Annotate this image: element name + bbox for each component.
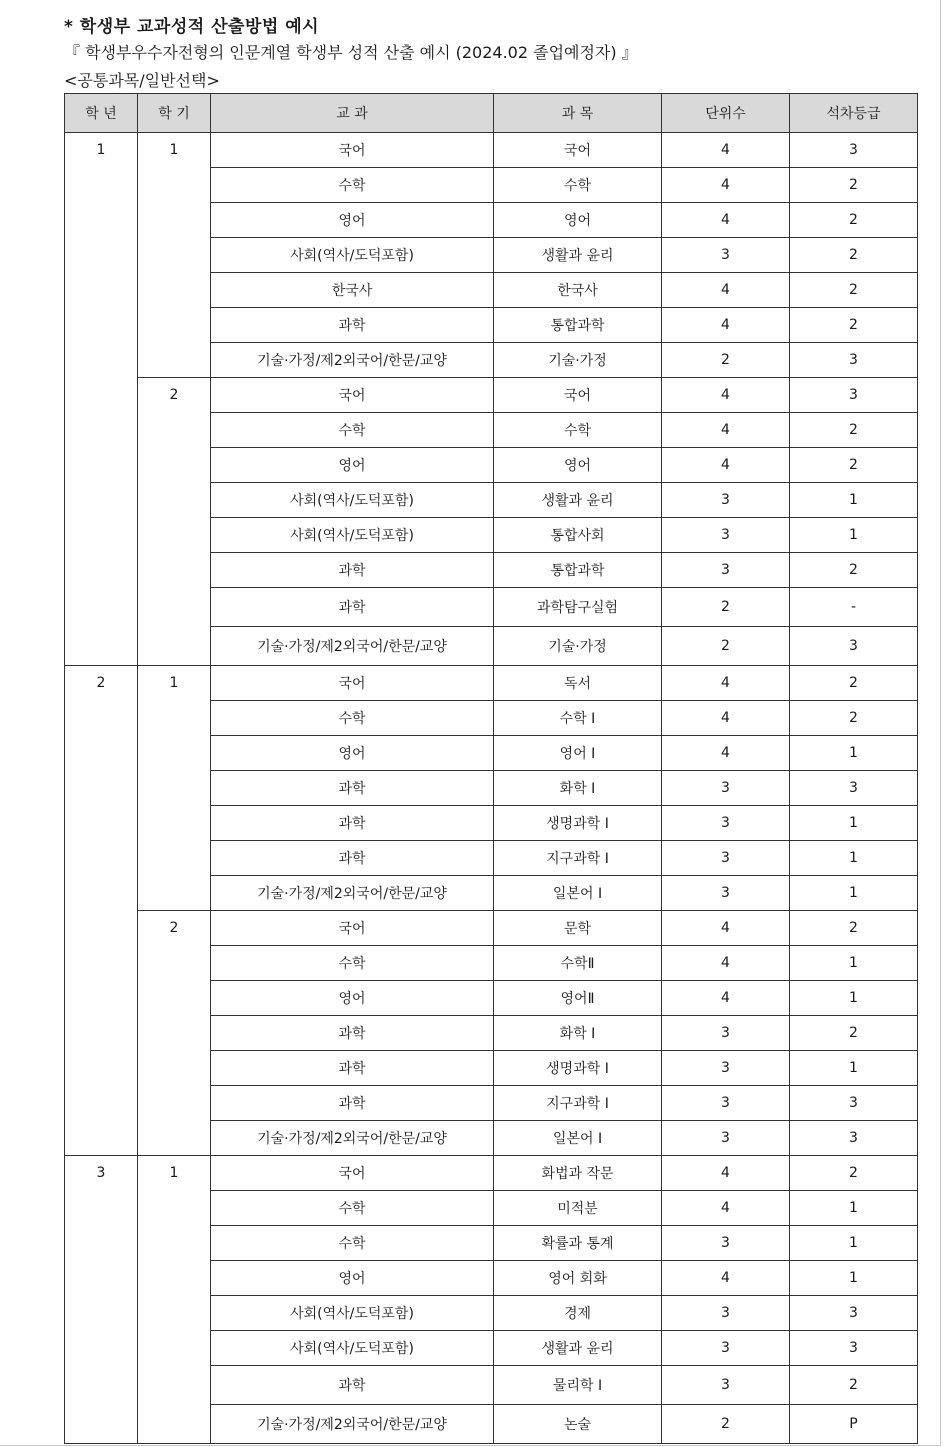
area-cell: 영어	[211, 203, 494, 238]
subject-cell: 영어	[494, 448, 662, 483]
table-row	[65, 1156, 918, 1191]
area-cell: 기술·가정/제2외국어/한문/교양	[211, 343, 494, 378]
units-cell: 2	[662, 1405, 790, 1444]
grade-cell: 1	[790, 518, 918, 553]
grade-cell: 1	[790, 483, 918, 518]
units-cell: 3	[662, 1296, 790, 1331]
subject-cell: 경제	[494, 1296, 662, 1331]
area-cell: 과학	[211, 588, 494, 627]
area-cell: 사회(역사/도덕포함)	[211, 1331, 494, 1366]
area-cell: 사회(역사/도덕포함)	[211, 1296, 494, 1331]
area-cell: 사회(역사/도덕포함)	[211, 518, 494, 553]
subject-cell: 한국사	[494, 273, 662, 308]
units-cell: 3	[662, 1366, 790, 1405]
units-cell: 3	[662, 876, 790, 911]
grade-cell: 2	[790, 1156, 918, 1191]
header-units: 단위수	[662, 94, 790, 133]
units-cell: 4	[662, 448, 790, 483]
area-cell: 사회(역사/도덕포함)	[211, 238, 494, 273]
area-cell: 영어	[211, 981, 494, 1016]
units-cell: 4	[662, 413, 790, 448]
area-cell: 과학	[211, 771, 494, 806]
grade-cell: 3	[790, 378, 918, 413]
subject-cell: 통합사회	[494, 518, 662, 553]
subject-cell: 미적분	[494, 1191, 662, 1226]
units-cell: 4	[662, 1191, 790, 1226]
units-cell: 4	[662, 308, 790, 343]
subject-cell: 영어 회화	[494, 1261, 662, 1296]
units-cell: 3	[662, 483, 790, 518]
semester-cell: 1	[138, 133, 211, 378]
grade-cell: P	[790, 1405, 918, 1444]
year-cell: 1	[65, 133, 138, 666]
area-cell: 수학	[211, 1226, 494, 1261]
grade-cell: 2	[790, 666, 918, 701]
grade-cell: 2	[790, 413, 918, 448]
subject-cell: 국어	[494, 133, 662, 168]
subject-cell: 지구과학 I	[494, 1086, 662, 1121]
grades-table	[64, 93, 918, 1444]
area-cell: 과학	[211, 1051, 494, 1086]
units-cell: 3	[662, 1226, 790, 1261]
units-cell: 3	[662, 1016, 790, 1051]
subject-cell: 수학 I	[494, 701, 662, 736]
header-row	[65, 94, 918, 133]
units-cell: 4	[662, 1261, 790, 1296]
grade-cell: 3	[790, 627, 918, 666]
page-subtitle: 『 학생부우수자전형의 인문계열 학생부 성적 산출 예시 (2024.02 졸업예정자) 』	[64, 43, 638, 62]
units-cell: 3	[662, 1086, 790, 1121]
units-cell: 3	[662, 841, 790, 876]
grade-cell: 2	[790, 273, 918, 308]
subject-cell: 생명과학 I	[494, 806, 662, 841]
subject-cell: 문학	[494, 911, 662, 946]
subject-cell: 생활과 윤리	[494, 483, 662, 518]
subject-cell: 지구과학 I	[494, 841, 662, 876]
units-cell: 4	[662, 736, 790, 771]
units-cell: 3	[662, 806, 790, 841]
subject-cell: 일본어 I	[494, 876, 662, 911]
units-cell: 4	[662, 981, 790, 1016]
units-cell: 2	[662, 588, 790, 627]
grade-cell: 3	[790, 133, 918, 168]
grade-cell: 2	[790, 448, 918, 483]
units-cell: 4	[662, 1156, 790, 1191]
area-cell: 과학	[211, 1016, 494, 1051]
units-cell: 3	[662, 553, 790, 588]
grade-cell: 1	[790, 981, 918, 1016]
grade-cell: 3	[790, 1331, 918, 1366]
units-cell: 3	[662, 1121, 790, 1156]
units-cell: 4	[662, 666, 790, 701]
area-cell: 기술·가정/제2외국어/한문/교양	[211, 627, 494, 666]
semester-cell: 2	[138, 911, 211, 1156]
subject-cell: 수학Ⅱ	[494, 946, 662, 981]
units-cell: 4	[662, 168, 790, 203]
units-cell: 4	[662, 701, 790, 736]
area-cell: 영어	[211, 736, 494, 771]
grade-cell: -	[790, 588, 918, 627]
area-cell: 수학	[211, 413, 494, 448]
area-cell: 국어	[211, 378, 494, 413]
area-cell: 수학	[211, 1191, 494, 1226]
subject-cell: 영어Ⅱ	[494, 981, 662, 1016]
section-label: <공통과목/일반선택>	[64, 71, 220, 90]
units-cell: 3	[662, 771, 790, 806]
subject-cell: 수학	[494, 168, 662, 203]
subject-cell: 논술	[494, 1405, 662, 1444]
area-cell: 영어	[211, 1261, 494, 1296]
grade-cell: 2	[790, 1016, 918, 1051]
semester-cell: 2	[138, 378, 211, 666]
area-cell: 기술·가정/제2외국어/한문/교양	[211, 876, 494, 911]
header-subject: 과 목	[494, 94, 662, 133]
header-semester: 학 기	[138, 94, 211, 133]
grade-cell: 2	[790, 238, 918, 273]
grades-body	[65, 133, 918, 1444]
area-cell: 과학	[211, 308, 494, 343]
subject-cell: 국어	[494, 378, 662, 413]
subject-cell: 일본어 I	[494, 1121, 662, 1156]
subject-cell: 통합과학	[494, 308, 662, 343]
area-cell: 국어	[211, 1156, 494, 1191]
year-cell: 3	[65, 1156, 138, 1444]
grade-cell: 3	[790, 771, 918, 806]
area-cell: 국어	[211, 133, 494, 168]
grade-cell: 2	[790, 911, 918, 946]
units-cell: 4	[662, 378, 790, 413]
table-row	[65, 911, 918, 946]
area-cell: 사회(역사/도덕포함)	[211, 483, 494, 518]
subject-cell: 생활과 윤리	[494, 1331, 662, 1366]
grade-cell: 2	[790, 308, 918, 343]
units-cell: 4	[662, 133, 790, 168]
subject-cell: 영어	[494, 203, 662, 238]
grade-cell: 1	[790, 841, 918, 876]
subject-cell: 물리학 I	[494, 1366, 662, 1405]
grade-cell: 1	[790, 1261, 918, 1296]
table-row	[65, 378, 918, 413]
page-title: * 학생부 교과성적 산출방법 예시	[64, 17, 320, 37]
grade-cell: 3	[790, 1296, 918, 1331]
subject-cell: 영어 I	[494, 736, 662, 771]
area-cell: 국어	[211, 666, 494, 701]
area-cell: 수학	[211, 168, 494, 203]
grade-cell: 1	[790, 806, 918, 841]
grade-cell: 1	[790, 946, 918, 981]
subject-cell: 독서	[494, 666, 662, 701]
grade-cell: 3	[790, 1086, 918, 1121]
area-cell: 과학	[211, 553, 494, 588]
year-cell: 2	[65, 666, 138, 1156]
area-cell: 과학	[211, 841, 494, 876]
grade-cell: 3	[790, 343, 918, 378]
area-cell: 국어	[211, 911, 494, 946]
grade-cell: 2	[790, 1366, 918, 1405]
units-cell: 2	[662, 627, 790, 666]
grade-cell: 2	[790, 168, 918, 203]
units-cell: 4	[662, 946, 790, 981]
units-cell: 4	[662, 273, 790, 308]
grade-cell: 1	[790, 1051, 918, 1086]
area-cell: 기술·가정/제2외국어/한문/교양	[211, 1405, 494, 1444]
units-cell: 4	[662, 203, 790, 238]
subject-cell: 기술·가정	[494, 343, 662, 378]
grade-cell: 1	[790, 876, 918, 911]
subject-cell: 확률과 통계	[494, 1226, 662, 1261]
header-area: 교 과	[211, 94, 494, 133]
header-year: 학 년	[65, 94, 138, 133]
subject-cell: 과학탐구실험	[494, 588, 662, 627]
area-cell: 기술·가정/제2외국어/한문/교양	[211, 1121, 494, 1156]
units-cell: 3	[662, 238, 790, 273]
area-cell: 수학	[211, 701, 494, 736]
subject-cell: 통합과학	[494, 553, 662, 588]
units-cell: 3	[662, 518, 790, 553]
subject-cell: 화법과 작문	[494, 1156, 662, 1191]
grade-cell: 2	[790, 553, 918, 588]
area-cell: 과학	[211, 1086, 494, 1121]
subject-cell: 화학 I	[494, 771, 662, 806]
subject-cell: 생명과학 I	[494, 1051, 662, 1086]
semester-cell: 1	[138, 666, 211, 911]
subject-cell: 화학 I	[494, 1016, 662, 1051]
area-cell: 한국사	[211, 273, 494, 308]
units-cell: 3	[662, 1331, 790, 1366]
grade-cell: 1	[790, 736, 918, 771]
units-cell: 4	[662, 911, 790, 946]
semester-cell: 1	[138, 1156, 211, 1444]
grade-cell: 2	[790, 203, 918, 238]
subject-cell: 수학	[494, 413, 662, 448]
area-cell: 과학	[211, 1366, 494, 1405]
subject-cell: 생활과 윤리	[494, 238, 662, 273]
grade-cell: 3	[790, 1121, 918, 1156]
grade-cell: 2	[790, 701, 918, 736]
header-grade: 석차등급	[790, 94, 918, 133]
units-cell: 2	[662, 343, 790, 378]
area-cell: 영어	[211, 448, 494, 483]
grade-cell: 1	[790, 1191, 918, 1226]
grade-cell: 1	[790, 1226, 918, 1261]
subject-cell: 기술·가정	[494, 627, 662, 666]
units-cell: 3	[662, 1051, 790, 1086]
table-row	[65, 666, 918, 701]
area-cell: 수학	[211, 946, 494, 981]
area-cell: 과학	[211, 806, 494, 841]
table-row	[65, 133, 918, 168]
